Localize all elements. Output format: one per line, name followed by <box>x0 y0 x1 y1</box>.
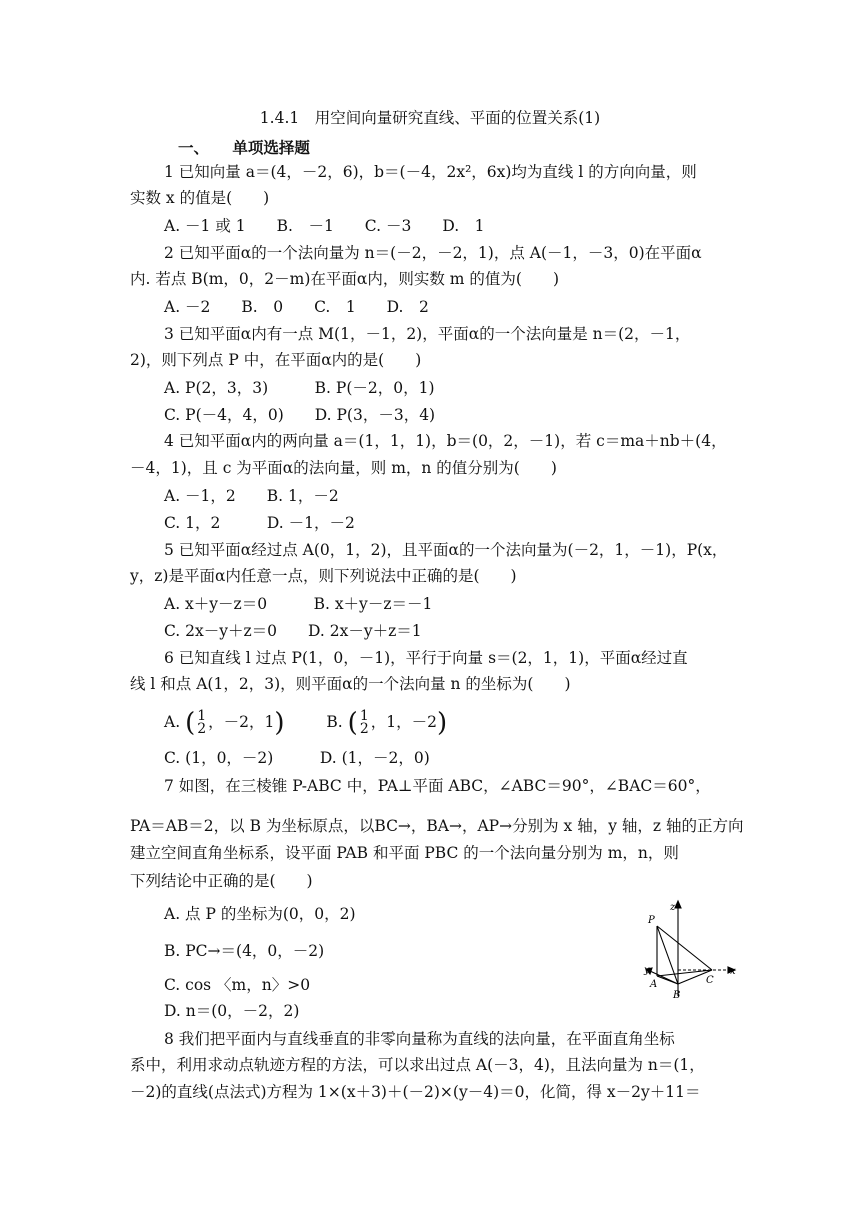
edge-AB <box>657 976 678 984</box>
q1-line2: 实数 x 的值是( ) <box>130 189 270 207</box>
q6-option-a-rest: ，－2，1 <box>208 713 275 731</box>
q5-options-cd: C. 2x－y＋z＝0 D. 2x－y＋z＝1 <box>164 622 422 640</box>
q3-options-ab: A. P(2，3，3) B. P(－2，0，1) <box>164 379 435 397</box>
q6-option-b-label: B. <box>326 713 343 731</box>
q8-line3: －2)的直线(点法式)方程为 1×(x＋3)＋(－2)×(y－4)＝0，化简，得 x－2y＋11＝ <box>130 1083 701 1101</box>
q7-option-d: D. n＝(0，－2，2) <box>164 1002 300 1020</box>
fraction-a: 1 2 <box>197 708 207 737</box>
label-A: A <box>650 979 658 990</box>
q2-line1: 2 已知平面α的一个法向量为 n＝(－2，－2，1)，点 A(－1，－3，0)在平面α <box>164 244 702 262</box>
label-C: C <box>706 975 714 986</box>
q1-line1: 1 已知向量 a＝(4，－2，6)，b＝(－4，2x²，6x)均为直线 l 的方向向量，则 <box>164 163 697 181</box>
right-paren-a: ) <box>274 708 285 738</box>
label-B: B <box>673 990 681 1001</box>
q3-line2: 2)，则下列点 P 中，在平面α内的是( ) <box>130 351 422 369</box>
q1-options: A. －1 或 1 B. －1 C. －3 D. 1 <box>164 217 485 235</box>
label-P: P <box>648 915 655 926</box>
fraction-b: 1 2 <box>359 708 369 737</box>
q6-line1: 6 已知直线 l 过点 P(1，0，－1)，平行于向量 s＝(2，1，1)，平面α经过直 <box>164 649 688 667</box>
q6-option-a-label: A. <box>164 713 181 731</box>
z-arrow <box>675 901 681 908</box>
q4-options-ab: A. －1，2 B. 1，－2 <box>164 487 339 505</box>
q7-line4: 下列结论中正确的是( ) <box>130 872 313 890</box>
q3-options-cd: C. P(－4，4，0) D. P(3，－3，4) <box>164 406 436 424</box>
label-z: z <box>670 902 676 913</box>
label-x: x <box>730 966 736 977</box>
q6-options-ab <box>164 710 447 736</box>
q2-options: A. －2 B. 0 C. 1 D. 2 <box>164 298 429 316</box>
q5-line2: y，z)是平面α内任意一点，则下列说法中正确的是( ) <box>130 567 517 585</box>
q6-line2: 线 l 和点 A(1，2，3)，则平面α的一个法向量 n 的坐标为( ) <box>130 675 571 693</box>
q7-option-a: A. 点 P 的坐标为(0，0，2) <box>164 905 356 923</box>
q2-line2: 内. 若点 B(m，0，2－m)在平面α内，则实数 m 的值为( ) <box>130 270 559 288</box>
section-heading <box>178 136 310 158</box>
q7-line1: 7 如图，在三棱锥 P-ABC 中，PA⊥平面 ABC，∠ABC＝90°，∠BAC＝60°， <box>164 777 711 795</box>
q6-options-cd: C. (1，0，－2) D. (1，－2，0) <box>164 749 430 767</box>
q4-line1: 4 已知平面α内的两向量 a＝(1，1，1)，b＝(0，2，－1)，若 c＝ma＋nb＋(4， <box>164 432 727 450</box>
q7-option-b: B. PC→＝(4，0，－2) <box>164 942 325 960</box>
q4-options-cd: C. 1，2 D. －1，－2 <box>164 514 355 532</box>
left-paren-b: ( <box>347 708 358 738</box>
q6-option-b-rest: ，1，－2 <box>370 713 437 731</box>
q5-line1: 5 已知平面α经过点 A(0，1，2)，且平面α的一个法向量为(－2，1，－1)，P(x， <box>164 541 728 559</box>
section-number: 一、 <box>178 138 210 157</box>
left-paren-a: ( <box>185 708 196 738</box>
q8-line1: 8 我们把平面内与直线垂直的非零向量称为直线的法向量，在平面直角坐标 <box>164 1030 675 1048</box>
q4-line2: －4，1)，且 c 为平面α的法向量，则 m，n 的值分别为( ) <box>130 459 557 477</box>
q7-line3: 建立空间直角坐标系，设平面 PAB 和平面 PBC 的一个法向量分别为 m，n，则 <box>130 844 679 862</box>
q5-options-ab: A. x＋y－z＝0 B. x＋y－z＝－1 <box>164 595 433 613</box>
pyramid-figure <box>640 898 740 1008</box>
q3-line1: 3 已知平面α内有一点 M(1，－1，2)，平面α的一个法向量是 n＝(2，－1， <box>164 325 691 343</box>
q7-option-c: C. cos 〈m，n〉>0 <box>164 976 311 994</box>
q7-line2: PA＝AB＝2，以 B 为坐标原点，以BC→，BA→，AP→分别为 x 轴，y 轴，z 轴的正方向 <box>130 817 744 835</box>
section-label: 单项选择题 <box>232 138 310 157</box>
q8-line2: 系中，利用求动点轨迹方程的方法，可以求出过点 A(－3，4)，且法向量为 n＝(1， <box>130 1056 705 1074</box>
label-y: y <box>644 965 650 976</box>
right-paren-b: ) <box>436 708 448 738</box>
page-title: 1.4.1 用空间向量研究直线、平面的位置关系(1) <box>259 109 601 127</box>
